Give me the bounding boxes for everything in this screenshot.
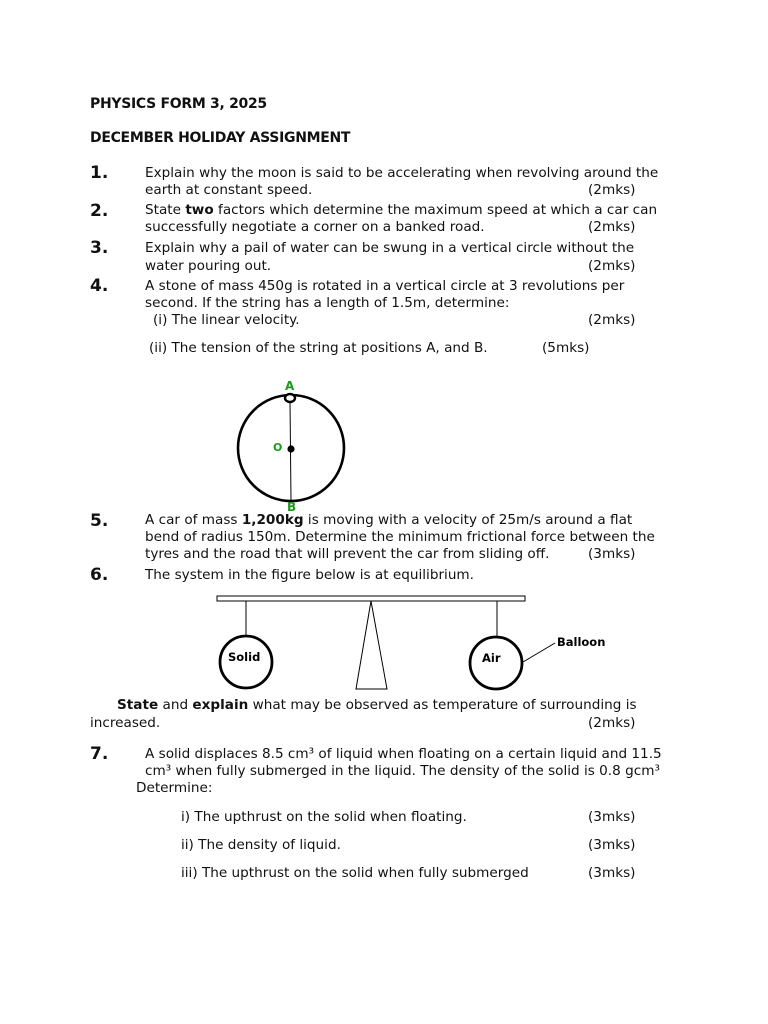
question-text: A car of mass 1,200kg is moving with a velocity of 25m/s around a flat [145,512,633,528]
question-text: A solid displaces 8.5 cm³ of liquid when floating on a certain liquid and 11.5 [145,746,662,762]
question-text: The system in the figure below is at equilibrium. [145,567,474,583]
question-number: 6. [90,565,109,585]
question-text: water pouring out. [145,258,272,274]
question-number: 1. [90,163,109,183]
marks-label: (2mks) [588,258,636,274]
question-text: second. If the string has a length of 1.5m, determine: [145,295,510,311]
question-text: tyres and the road that will prevent the car from sliding off. [145,546,550,562]
question-text: successfully negotiate a corner on a banked road. [145,219,485,235]
question-text: Explain why a pail of water can be swung in a vertical circle without the [145,240,635,256]
marks-label: (3mks) [588,837,636,853]
pivot-triangle [356,601,387,689]
assignment-title: DECEMBER HOLIDAY ASSIGNMENT [90,130,351,146]
question-text: State and explain what may be observed as temperature of surrounding is [117,697,637,713]
question-number: 4. [90,276,109,296]
question-number: 5. [90,511,109,531]
question-text: bend of radius 150m. Determine the minimum frictional force between the [145,529,655,545]
balloon-pointer [523,643,555,662]
question-part: ii) The density of liquid. [181,837,341,853]
marks-label: (2mks) [588,312,636,328]
marks-label: (3mks) [588,546,636,562]
question-number: 7. [90,744,109,764]
question-number: 3. [90,238,109,258]
marks-label: (5mks) [542,340,590,356]
label-air: Air [482,651,501,665]
marks-label: (2mks) [588,219,636,235]
label-b: B [287,500,297,514]
label-o: O [273,441,283,454]
question-text: earth at constant speed. [145,182,313,198]
question-text: Determine: [136,780,213,796]
marks-label: (2mks) [588,182,636,198]
question-text: cm³ when fully submerged in the liquid. The density of the solid is 0.8 gcm³ [145,763,660,779]
label-balloon: Balloon [557,635,606,649]
question-part: iii) The upthrust on the solid when fully submerged [181,865,529,881]
question-text: State two factors which determine the maximum speed at which a car can [145,202,658,218]
vertical-circle-figure [230,375,355,517]
question-text: increased. [90,715,161,731]
question-text: A stone of mass 450g is rotated in a vertical circle at 3 revolutions per [145,278,625,294]
label-a: A [285,379,295,393]
label-solid: Solid [228,650,261,664]
question-part: (ii) The tension of the string at positions A, and B. [149,340,488,356]
balance-figure [210,590,620,695]
question-text: Explain why the moon is said to be accelerating when revolving around the [145,165,659,181]
page-title: PHYSICS FORM 3, 2025 [90,96,267,112]
question-part: i) The upthrust on the solid when floating. [181,809,467,825]
beam [217,596,525,601]
stone-mark [285,394,295,402]
question-number: 2. [90,201,109,221]
center-point [287,445,294,452]
marks-label: (2mks) [588,715,636,731]
question-part: (i) The linear velocity. [153,312,300,328]
marks-label: (3mks) [588,865,636,881]
marks-label: (3mks) [588,809,636,825]
